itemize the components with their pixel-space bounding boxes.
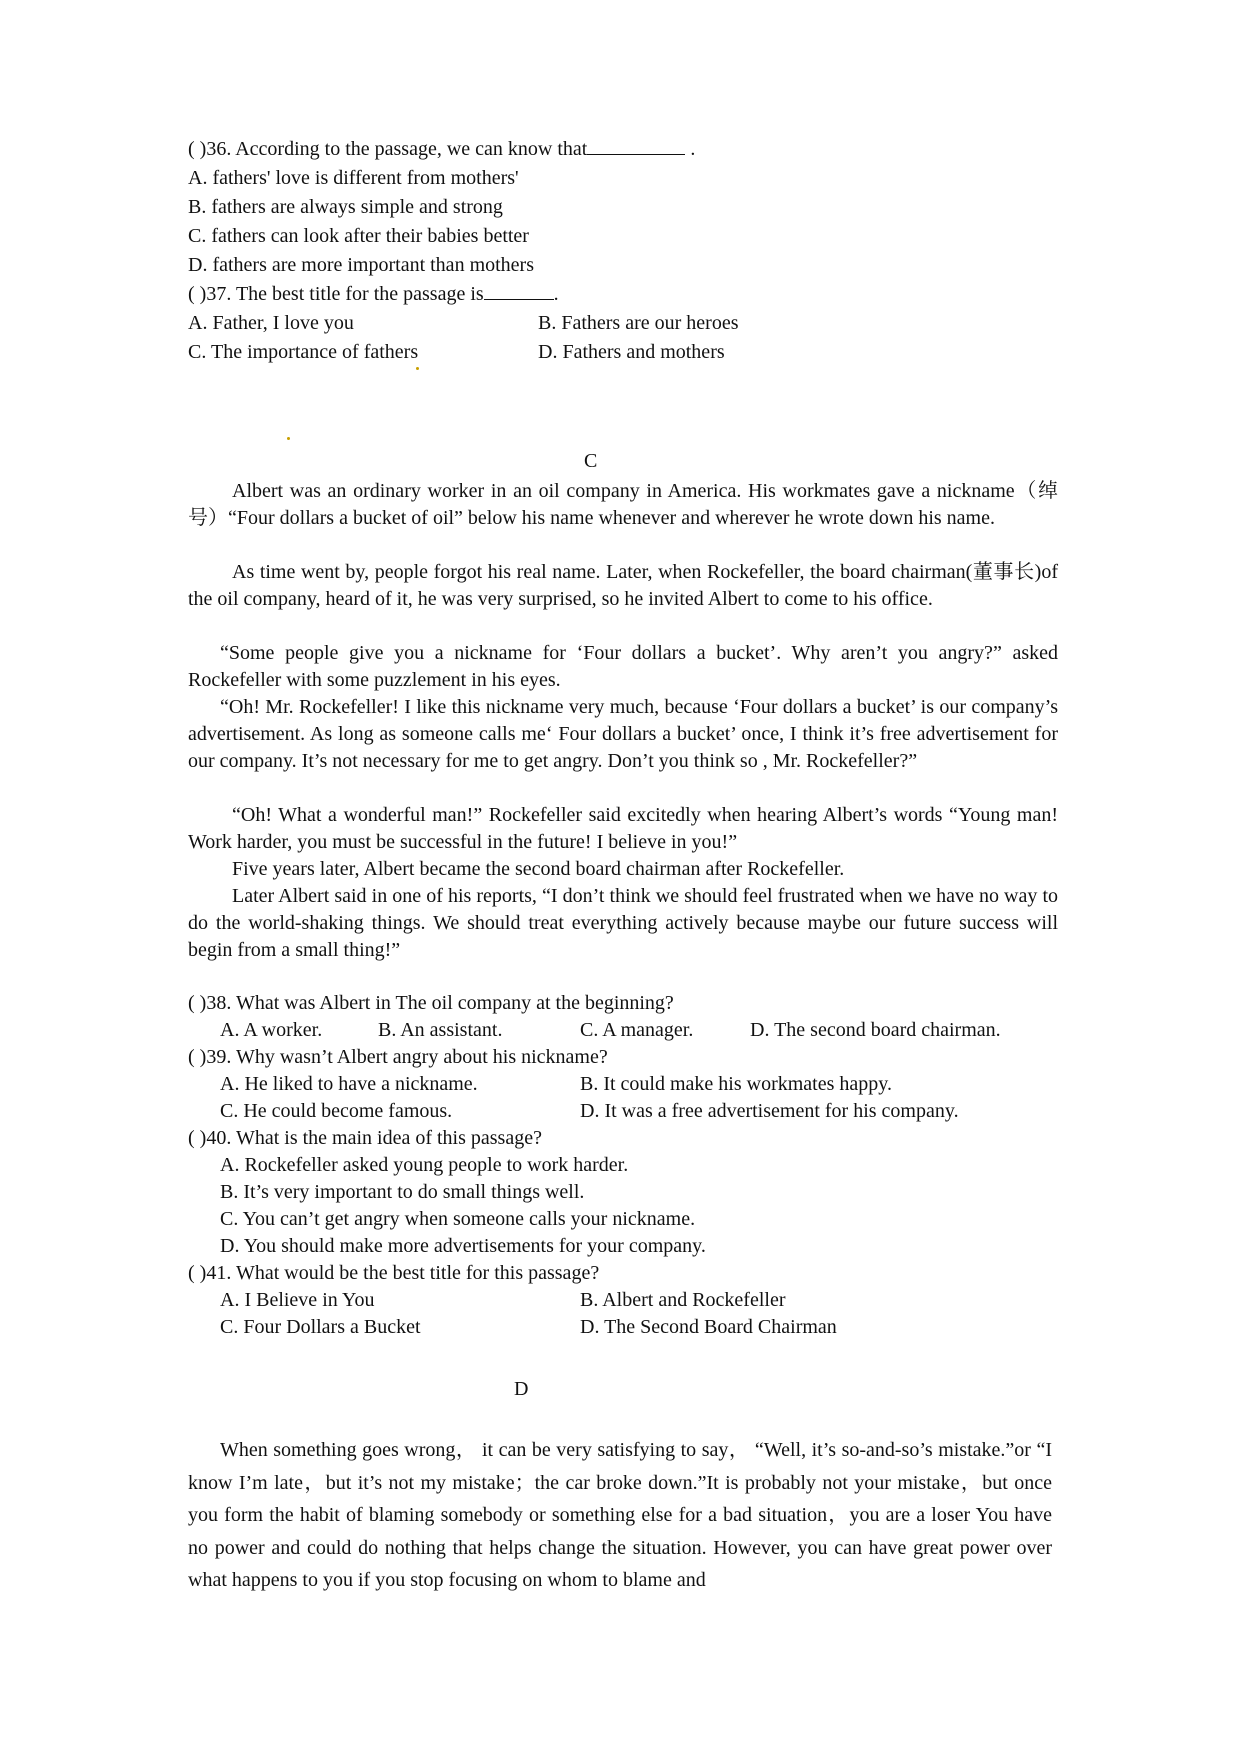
section-d-heading: D xyxy=(514,1378,529,1400)
question-36-option-b: B. fathers are always simple and strong xyxy=(188,196,503,218)
question-39-option-a: A. He liked to have a nickname. xyxy=(220,1073,478,1095)
question-41: ( )41. What would be the best title for this passage? xyxy=(188,1262,600,1284)
section-d-paragraph: When something goes wrong， it can be very satisfying to say， “Well, it’s so-and-so’s mistake.”or “I know I’m late，but it’s not my mistake；the car broke down.”It is probably not your mistake，but once you form the habit of blaming somebody or something else for a bad situation，you are a loser You have no power and could do nothing that helps change the situation. However, you can have great power over what happens to you if you stop focusing on whom to blame and xyxy=(188,1439,1052,1591)
question-41-option-b: B. Albert and Rockefeller xyxy=(580,1289,786,1311)
question-36-suffix: . xyxy=(685,138,696,160)
question-41-option-a: A. I Believe in You xyxy=(220,1289,375,1311)
section-c-paragraph-2: As time went by, people forgot his real name. Later, when Rockefeller, the board chairman(董事长)of the oil company, heard of it, he was very surprised, so he invited Albert to come to his office. xyxy=(188,561,1058,610)
question-37 xyxy=(188,281,1058,308)
question-37-suffix: . xyxy=(553,283,559,305)
question-38-option-a: A. A worker. xyxy=(220,1019,323,1041)
question-40-option-d: D. You should make more advertisements for your company. xyxy=(220,1235,706,1257)
question-37-option-a: A. Father, I love you xyxy=(188,312,354,334)
question-36-stem: ( )36. According to the passage, we can know that xyxy=(188,138,588,160)
question-36 xyxy=(188,136,1058,163)
question-37-stem: ( )37. The best title for the passage is xyxy=(188,283,484,305)
question-38-option-d: D. The second board chairman. xyxy=(750,1019,1001,1041)
question-37-option-c: C. The importance of fathers xyxy=(188,341,419,363)
question-40-option-a: A. Rockefeller asked young people to work harder. xyxy=(220,1154,629,1176)
question-36-option-c: C. fathers can look after their babies better xyxy=(188,225,529,247)
section-c-paragraph-6: Five years later, Albert became the second board chairman after Rockefeller. xyxy=(232,858,845,880)
answer-blank xyxy=(587,136,685,155)
section-c-paragraph-5: “Oh! What a wonderful man!” Rockefeller said excitedly when hearing Albert’s words “Young man! Work harder, you must be successful in the future! I believe in you!” xyxy=(188,804,1058,853)
question-41-option-d: D. The Second Board Chairman xyxy=(580,1316,837,1338)
question-37-option-d: D. Fathers and mothers xyxy=(538,341,725,363)
question-38-option-c: C. A manager. xyxy=(580,1019,694,1041)
section-c-paragraph-3: “Some people give you a nickname for ‘Four dollars a bucket’. Why aren’t you angry?” asked Rockefeller with some puzzlement in his eyes. xyxy=(188,642,1058,691)
stray-mark xyxy=(416,367,419,370)
question-40-option-c: C. You can’t get angry when someone calls your nickname. xyxy=(220,1208,696,1230)
question-41-option-c: C. Four Dollars a Bucket xyxy=(220,1316,421,1338)
section-c-paragraph-4: “Oh! Mr. Rockefeller! I like this nickname very much, because ‘Four dollars a bucket’ is our company’s advertisement. As long as someone calls me‘ Four dollars a bucket’ once, I think it’s free advertisement for our company. It’s not necessary for me to get angry. Don’t you think so , Mr. Rockefeller?” xyxy=(188,696,1058,772)
section-c-paragraph-1: Albert was an ordinary worker in an oil company in America. His workmates gave a nickname（绰号）“Four dollars a bucket of oil” below his name whenever and wherever he wrote down his name. xyxy=(188,480,1058,529)
question-38: ( )38. What was Albert in The oil company at the beginning? xyxy=(188,992,674,1014)
question-40-option-b: B. It’s very important to do small things well. xyxy=(220,1181,585,1203)
answer-blank xyxy=(484,281,554,300)
question-36-option-d: D. fathers are more important than mothers xyxy=(188,254,534,276)
section-c-paragraph-7: Later Albert said in one of his reports, “I don’t think we should feel frustrated when we have no way to do the world-shaking things. We should treat everything actively because maybe our future success will begin from a small thing!” xyxy=(188,885,1058,961)
question-38-option-b: B. An assistant. xyxy=(378,1019,503,1041)
question-39-option-c: C. He could become famous. xyxy=(220,1100,453,1122)
section-c-heading: C xyxy=(584,450,598,472)
question-39-option-d: D. It was a free advertisement for his company. xyxy=(580,1100,959,1122)
question-39: ( )39. Why wasn’t Albert angry about his nickname? xyxy=(188,1046,608,1068)
question-39-option-b: B. It could make his workmates happy. xyxy=(580,1073,892,1095)
question-37-option-b: B. Fathers are our heroes xyxy=(538,312,739,334)
stray-mark xyxy=(287,437,290,440)
question-36-option-a: A. fathers' love is different from mothers' xyxy=(188,167,519,189)
question-40: ( )40. What is the main idea of this passage? xyxy=(188,1127,542,1149)
